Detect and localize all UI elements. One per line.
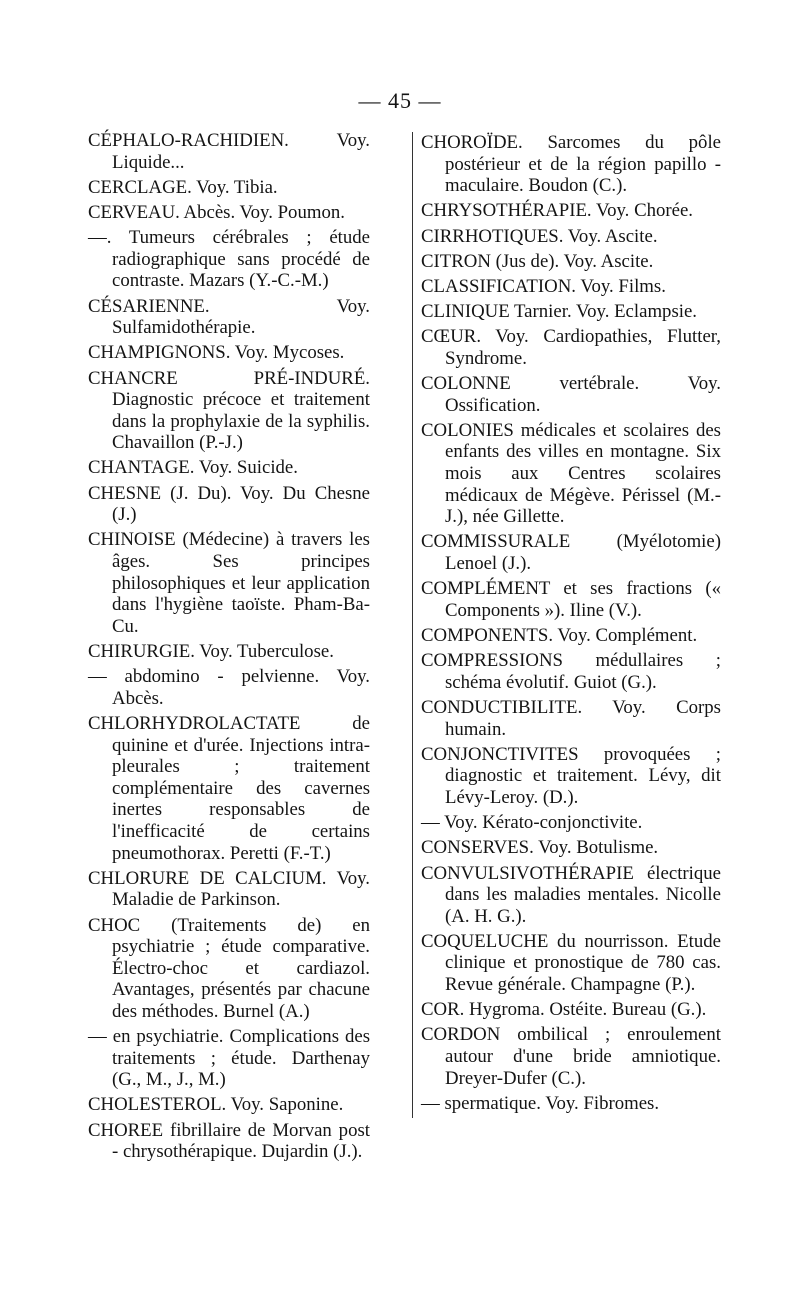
index-entry: CHINOISE (Médecine) à travers les âges. Ses principes philosophiques et leur application dans l'hygiène taoïste. Pham-Ba-Cu. xyxy=(88,529,370,637)
index-entry: COMPRESSIONS médullaires ; schéma évolutif. Guiot (G.). xyxy=(421,650,721,693)
index-entry: COLONNE vertébrale. Voy. Ossification. xyxy=(421,373,721,416)
index-entry: —. Tumeurs cérébrales ; étude radiographique sans procédé de contraste. Mazars (Y.-C.-M.) xyxy=(88,227,370,292)
index-entry: COR. Hygroma. Ostéite. Bureau (G.). xyxy=(421,999,707,1021)
index-entry: CHOLESTEROL. Voy. Saponine. xyxy=(88,1094,344,1116)
index-entry: CORDON ombilical ; enroulement autour d'une bride amniotique. Dreyer-Dufer (C.). xyxy=(421,1024,721,1089)
index-entry: CIRRHOTIQUES. Voy. Ascite. xyxy=(421,225,658,247)
index-entry: — Voy. Kérato-conjonctivite. xyxy=(421,812,643,834)
index-entry: CLINIQUE Tarnier. Voy. Eclampsie. xyxy=(421,301,698,323)
index-entry: COLONIES médicales et scolaires des enfants des villes en montagne. Six mois aux Centres scolaires médicaux de Mégève. Périssel (M.-J.), née Gillette. xyxy=(421,419,721,528)
index-entry: CHRYSOTHÉRAPIE. Voy. Chorée. xyxy=(421,200,693,222)
index-entry: CITRON (Jus de). Voy. Ascite. xyxy=(421,250,654,272)
index-entry: COMPONENTS. Voy. Complément. xyxy=(421,625,698,646)
index-entry: — en psychiatrie. Complications des traitements ; étude. Darthenay (G., M., J., M.) xyxy=(88,1026,370,1091)
index-entry: CLASSIFICATION. Voy. Films. xyxy=(421,275,666,297)
index-entry: COMMISSURALE (Myélotomie) Lenoel (J.). xyxy=(421,531,721,575)
index-entry: CHANTAGE. Voy. Suicide. xyxy=(88,457,298,479)
index-entry: CONDUCTIBILITE. Voy. Corps humain. xyxy=(421,696,721,740)
index-entry: COQUELUCHE du nourrisson. Etude clinique et pronostique de 780 cas. Revue générale. Champagne (P.). xyxy=(421,930,721,996)
index-entry: CONVULSIVOTHÉRAPIE électrique dans les maladies mentales. Nicolle (A. H. G.). xyxy=(421,862,721,927)
index-entry: CÉPHALO-RACHIDIEN. Voy. Liquide... xyxy=(88,130,370,173)
right-column xyxy=(412,132,721,1118)
index-entry: — abdomino - pelvienne. Voy. Abcès. xyxy=(88,666,370,709)
index-entry: CONSERVES. Voy. Botulisme. xyxy=(421,837,659,859)
index-entry: CHAMPIGNONS. Voy. Mycoses. xyxy=(88,342,345,364)
index-entry: CHOREE fibrillaire de Morvan post - chrysothérapique. Dujardin (J.). xyxy=(88,1119,370,1163)
index-entry: CHLORHYDROLACTATE de quinine et d'urée. Injections intra-pleurales ; traitement complémentaire des cavernes inertes responsables de l'inefficacité de certains pneumothorax. Peretti (F.-T.) xyxy=(88,712,370,864)
index-entry: CŒUR. Voy. Cardiopathies, Flutter, Syndrome. xyxy=(421,326,721,369)
index-entry: CONJONCTIVITES provoquées ; diagnostic et traitement. Lévy, dit Lévy-Leroy. (D.). xyxy=(421,743,721,808)
index-entry: CHIRURGIE. Voy. Tuberculose. xyxy=(88,641,334,662)
index-entry: — spermatique. Voy. Fibromes. xyxy=(421,1092,660,1114)
index-entry: CHANCRE PRÉ-INDURÉ. Diagnostic précoce et traitement dans la prophylaxie de la syphilis. Chavaillon (P.-J.) xyxy=(88,367,370,454)
index-entry: CERVEAU. Abcès. Voy. Poumon. xyxy=(88,201,345,223)
index-entry: CHOROÏDE. Sarcomes du pôle postérieur et de la région papillo - maculaire. Boudon (C.). xyxy=(421,132,721,197)
index-entry: CHOC (Traitements de) en psychiatrie ; étude comparative. Électro-choc et cardiazol. Avantages, présentés par chacune des méthodes. Burnel (A.) xyxy=(88,914,370,1022)
index-entry: CHLORURE DE CALCIUM. Voy. Maladie de Parkinson. xyxy=(88,867,370,911)
index-entry: COMPLÉMENT et ses fractions (« Components »). Iline (V.). xyxy=(421,578,721,621)
index-entry: CÉSARIENNE. Voy. Sulfamidothérapie. xyxy=(88,295,370,339)
index-entry: CERCLAGE. Voy. Tibia. xyxy=(88,176,278,198)
page-number: — 45 — xyxy=(358,88,442,113)
left-column xyxy=(88,130,370,1166)
index-entry: CHESNE (J. Du). Voy. Du Chesne (J.) xyxy=(88,482,370,526)
